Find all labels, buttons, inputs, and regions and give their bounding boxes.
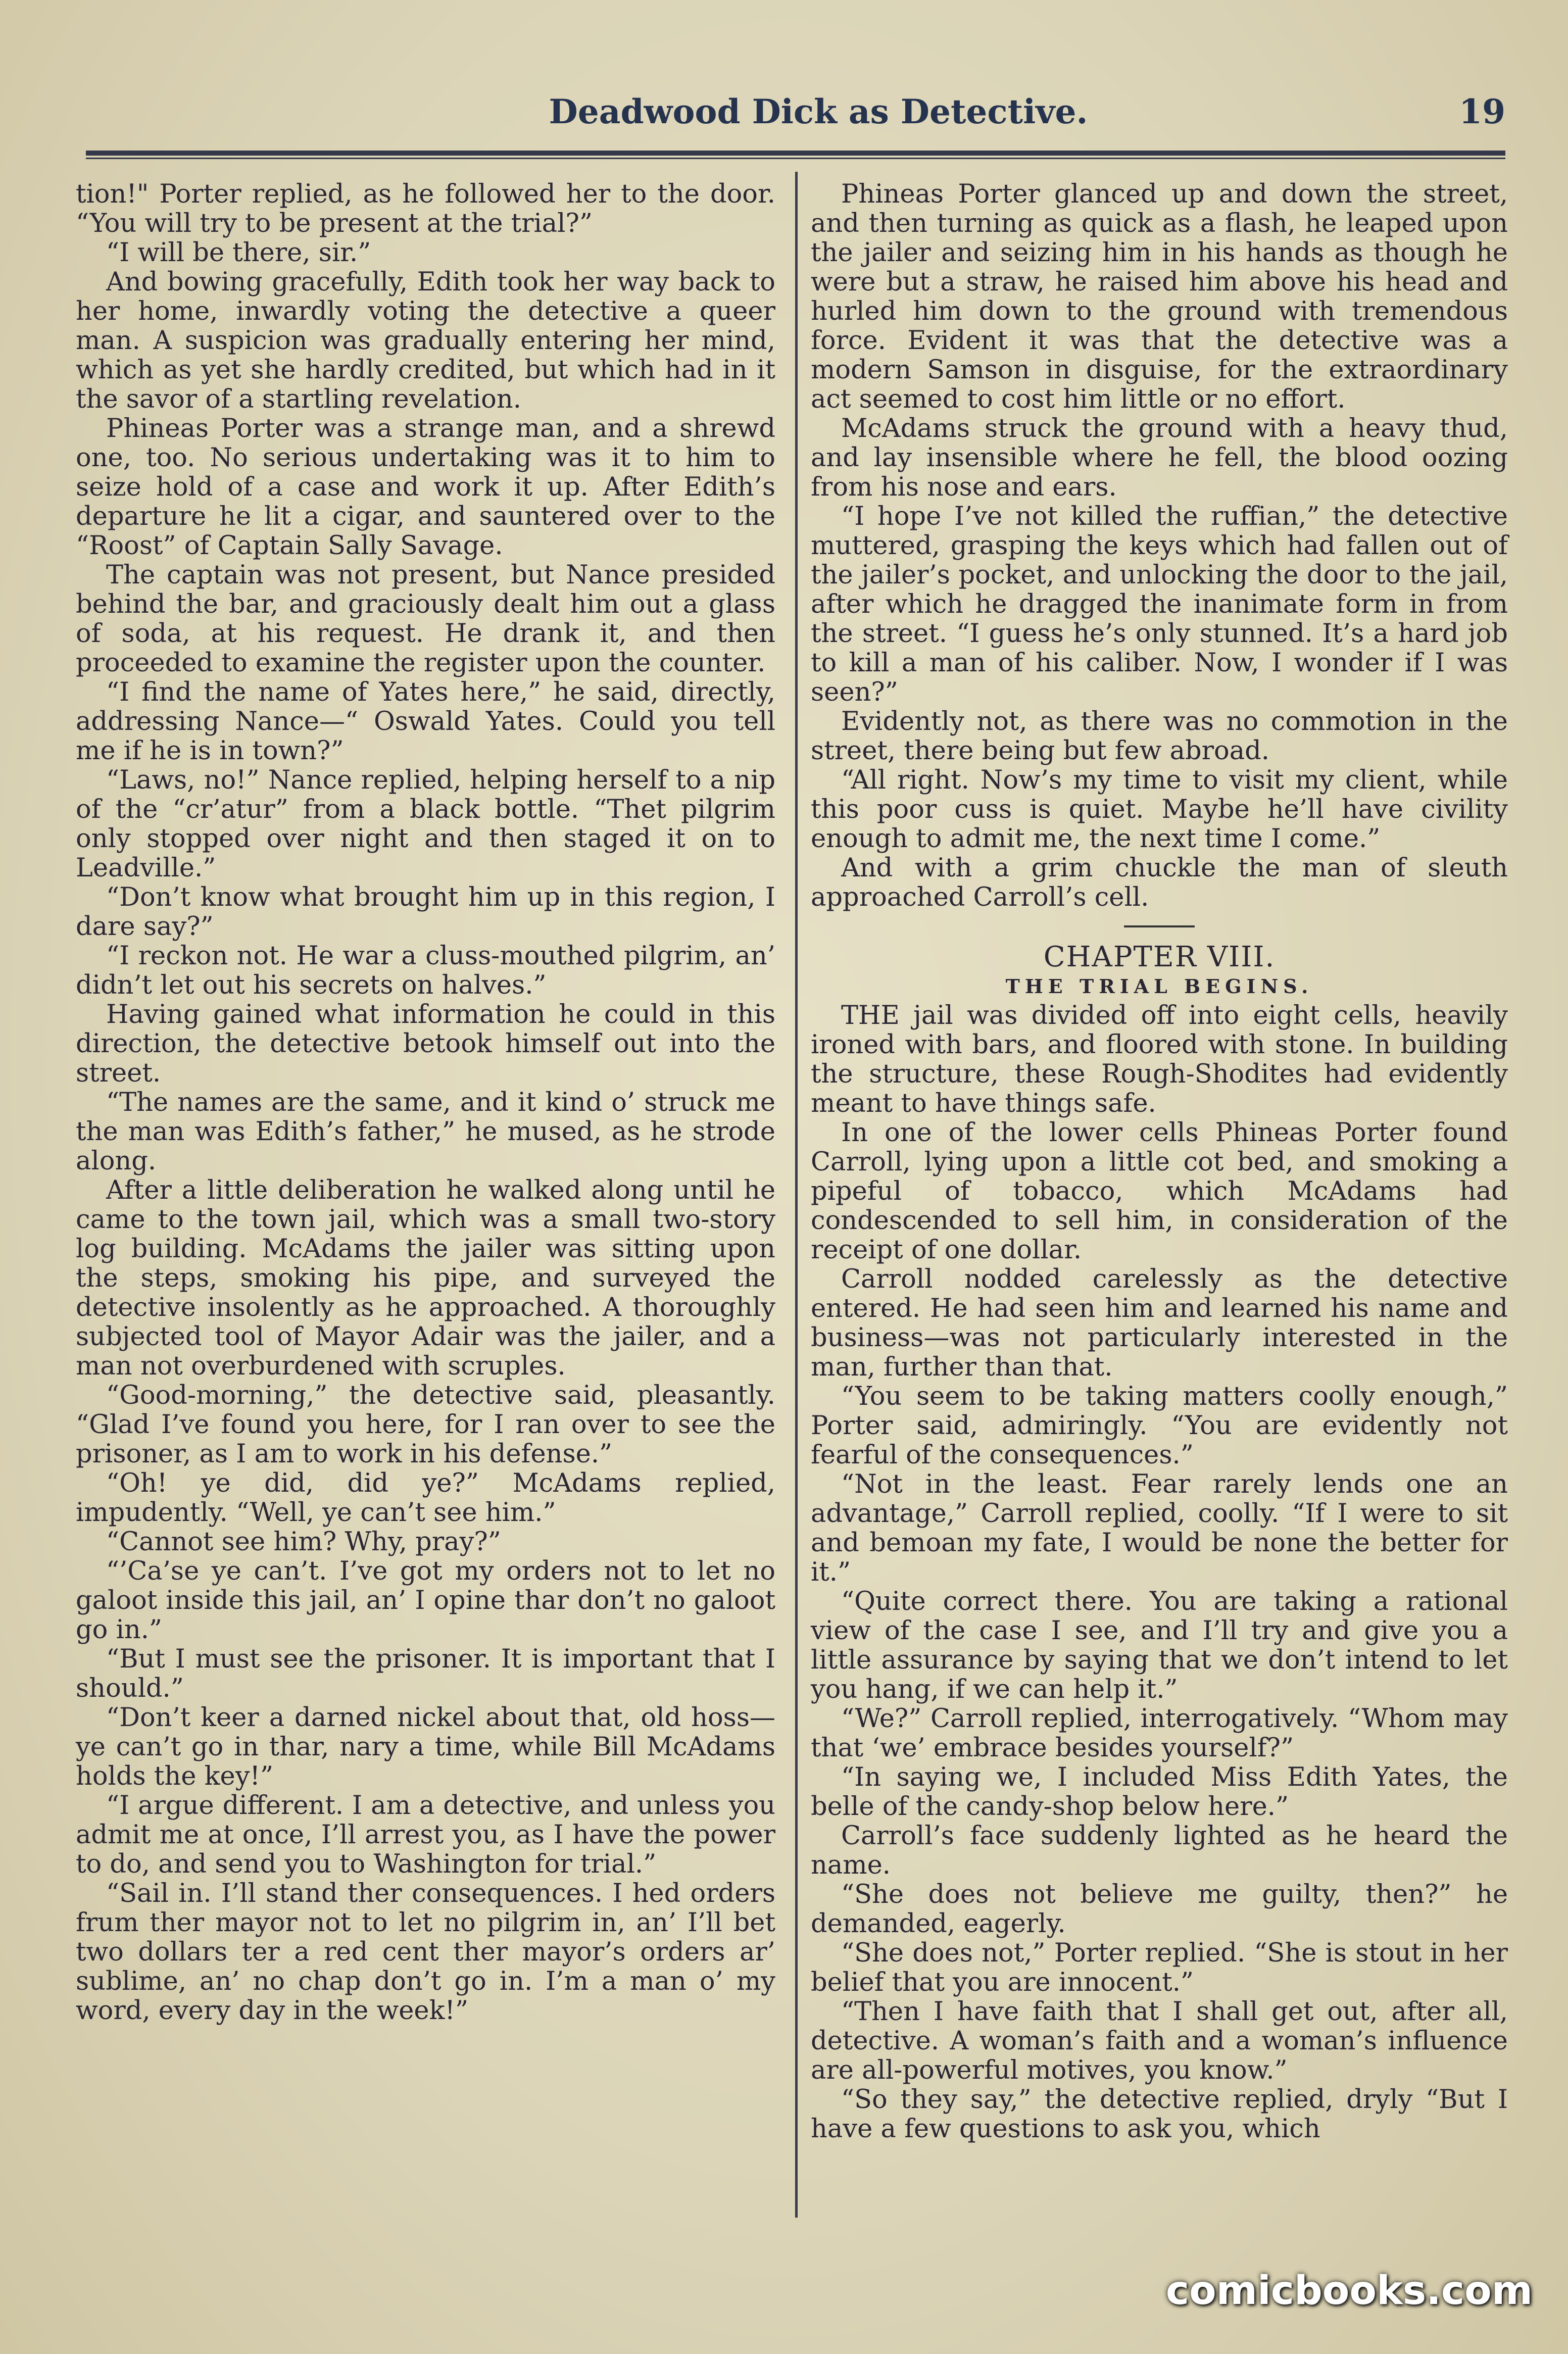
paragraph: “The names are the same, and it kind o’ struck me the man was Edith’s father,” he mused, as he strode along. [76,1088,775,1176]
paragraph: Phineas Porter was a strange man, and a shrewd one, too. No serious undertaking was it to him to seize hold of a case and work it up. After Edith’s departure he lit a cigar, and sauntered over to the “Roost” of Captain Sally Savage. [76,414,775,561]
paragraph: “She does not,” Porter replied. “She is stout in her belief that you are innocent.” [811,1938,1508,1997]
paragraph: Evidently not, as there was no commotion in the street, there being but few abroad. [811,707,1508,766]
chapter-title: CHAPTER VIII. [1043,941,1276,973]
column-divider [795,172,798,2218]
paragraph: “But I must see the prisoner. It is important that I should.” [76,1644,775,1703]
paragraph: “I find the name of Yates here,” he said, directly, addressing Nance—“ Oswald Yates. Could you tell me if he is in town?” [76,677,775,766]
watermark: comicbooks.com [1165,2268,1533,2314]
paragraph: And bowing gracefully, Edith took her way back to her home, inwardly voting the detective a queer man. A suspicion was gradually entering her mind, which as yet she hardly credited, but which had in it the savor of a startling revelation. [76,267,775,414]
paragraph: “I argue different. I am a detective, and unless you admit me at once, I’ll arrest you, as I have the power to do, and send you to Washington for trial.” [76,1791,775,1879]
right-column [811,180,1508,2144]
paragraph: “Quite correct there. You are taking a rational view of the case I see, and I’ll try and give you a little assurance by saying that we don’t intend to let you hang, if we can help it.” [811,1587,1508,1704]
paragraph: Phineas Porter glanced up and down the street, and then turning as quick as a flash, he leaped upon the jailer and seizing him in his hands as though he were but a straw, he raised him above his head and hurled him down to the ground with tremendous force. Evident it was that the detective was a modern Samson in disguise, for the extraordinary act seemed to cost him little or no effort. [811,179,1508,414]
paragraph: In one of the lower cells Phineas Porter found Carroll, lying upon a little cot bed, and smoking a pipeful of tobacco, which McAdams had condescended to sell him, in consideration of the receipt of one dollar. [811,1118,1508,1265]
paragraph: “I hope I’ve not killed the ruffian,” the detective muttered, grasping the keys which had fallen out of the jailer’s pocket, and unlocking the door to the jail, after which he dragged the inanimate form in from the street. “I guess he’s only stunned. It’s a hard job to kill a man of his caliber. Now, I wonder if I was seen?” [811,502,1508,707]
paragraph: Carroll nodded carelessly as the detective entered. He had seen him and learned his name and business—was not particularly interested in the man, further than that. [811,1264,1508,1382]
paragraph: “All right. Now’s my time to visit my client, while this poor cuss is quiet. Maybe he’ll have civility enough to admit me, the next time I come.” [811,765,1508,854]
paragraph: “Laws, no!” Nance replied, helping herself to a nip of the “cr’atur” from a black bottle. “Thet pilgrim only stopped over night and then staged it on to Leadville.” [76,765,775,883]
chapter-rule [1124,925,1195,927]
paragraph: “In saying we, I included Miss Edith Yates, the belle of the candy-shop below here.” [811,1762,1508,1822]
left-column [76,180,775,2026]
paragraph: “Not in the least. Fear rarely lends one an advantage,” Carroll replied, coolly. “If I were to sit and bemoan my fate, I would be none the better for it.” [811,1469,1508,1587]
paragraph: And with a grim chuckle the man of sleuth approached Carroll’s cell. [811,853,1508,912]
paragraph: “Oh! ye did, did ye?” McAdams replied, impudently. “Well, ye can’t see him.” [76,1468,775,1528]
paragraph: “Then I have faith that I shall get out, after all, detective. A woman’s faith and a woman’s influence are all-powerful motives, you know.” [811,1997,1508,2085]
paragraph: After a little deliberation he walked along until he came to the town jail, which was a small two-story log building. McAdams the jailer was sitting upon the steps, smoking his pipe, and surveyed the detective insolently as he approached. A thoroughly subjected tool of Mayor Adair was the jailer, and a man not overburdened with scruples. [76,1175,775,1381]
paragraph: “Don’t know what brought him up in this region, I dare say?” [76,882,775,942]
paragraph: “We?” Carroll replied, interrogatively. “Whom may that ‘we’ embrace besides yourself?” [811,1704,1508,1763]
running-head-title: Deadwood Dick as Detective. [549,92,1088,131]
paragraph: “Don’t keer a darned nickel about that, old hoss—ye can’t go in thar, nary a time, while Bill McAdams holds the key!” [76,1703,775,1791]
paragraph: “You seem to be taking matters coolly enough,” Porter said, admiringly. “You are evidently not fearful of the consequences.” [811,1382,1508,1470]
paragraph: Having gained what information he could in this direction, the detective betook himself out into the street. [76,1000,775,1088]
paragraph: McAdams struck the ground with a heavy thud, and lay insensible where he fell, the blood oozing from his nose and ears. [811,414,1508,502]
chapter-subtitle: THE TRIAL BEGINS. [1005,975,1313,998]
page-number: 19 [1459,92,1505,131]
paragraph: “So they say,” the detective replied, dryly “But I have a few questions to ask you, which [811,2085,1508,2144]
paragraph: “Sail in. I’ll stand ther consequences. I hed orders frum ther mayor not to let no pilgrim in, an’ I’ll bet two dollars ter a red cent ther mayor’s orders ar’ sublime, an’ no chap don’t go in. I’m a man o’ my word, every day in the week!” [76,1879,775,2026]
header-rule [86,151,1505,156]
header-rule-thin [86,158,1505,159]
paragraph: “I reckon not. He war a cluss-mouthed pilgrim, an’ didn’t let out his secrets on halves.” [76,941,775,1000]
paragraph: “Cannot see him? Why, pray?” [106,1527,501,1557]
paragraph: “Good-morning,” the detective said, pleasantly. “Glad I’ve found you here, for I ran over to see the prisoner, as I am to work in his defense.” [76,1381,775,1469]
paragraph: The captain was not present, but Nance presided behind the bar, and graciously dealt him out a glass of soda, at his request. He drank it, and then proceeded to examine the register upon the counter. [76,560,775,678]
paragraph: “I will be there, sir.” [106,238,371,268]
paragraph: tion!" Porter replied, as he followed her to the door. “You will try to be present at the trial?” [76,179,775,238]
paragraph: “’Ca’se ye can’t. I’ve got my orders not to let no galoot inside this jail, an’ I opine thar don’t no galoot go in.” [76,1556,775,1645]
paragraph: THE jail was divided off into eight cells, heavily ironed with bars, and floored with stone. In building the structure, these Rough-Shodites had evidently meant to have things safe. [811,1001,1508,1118]
paragraph: “She does not believe me guilty, then?” he demanded, eagerly. [811,1880,1508,1939]
paragraph: Carroll’s face suddenly lighted as he heard the name. [811,1821,1508,1880]
